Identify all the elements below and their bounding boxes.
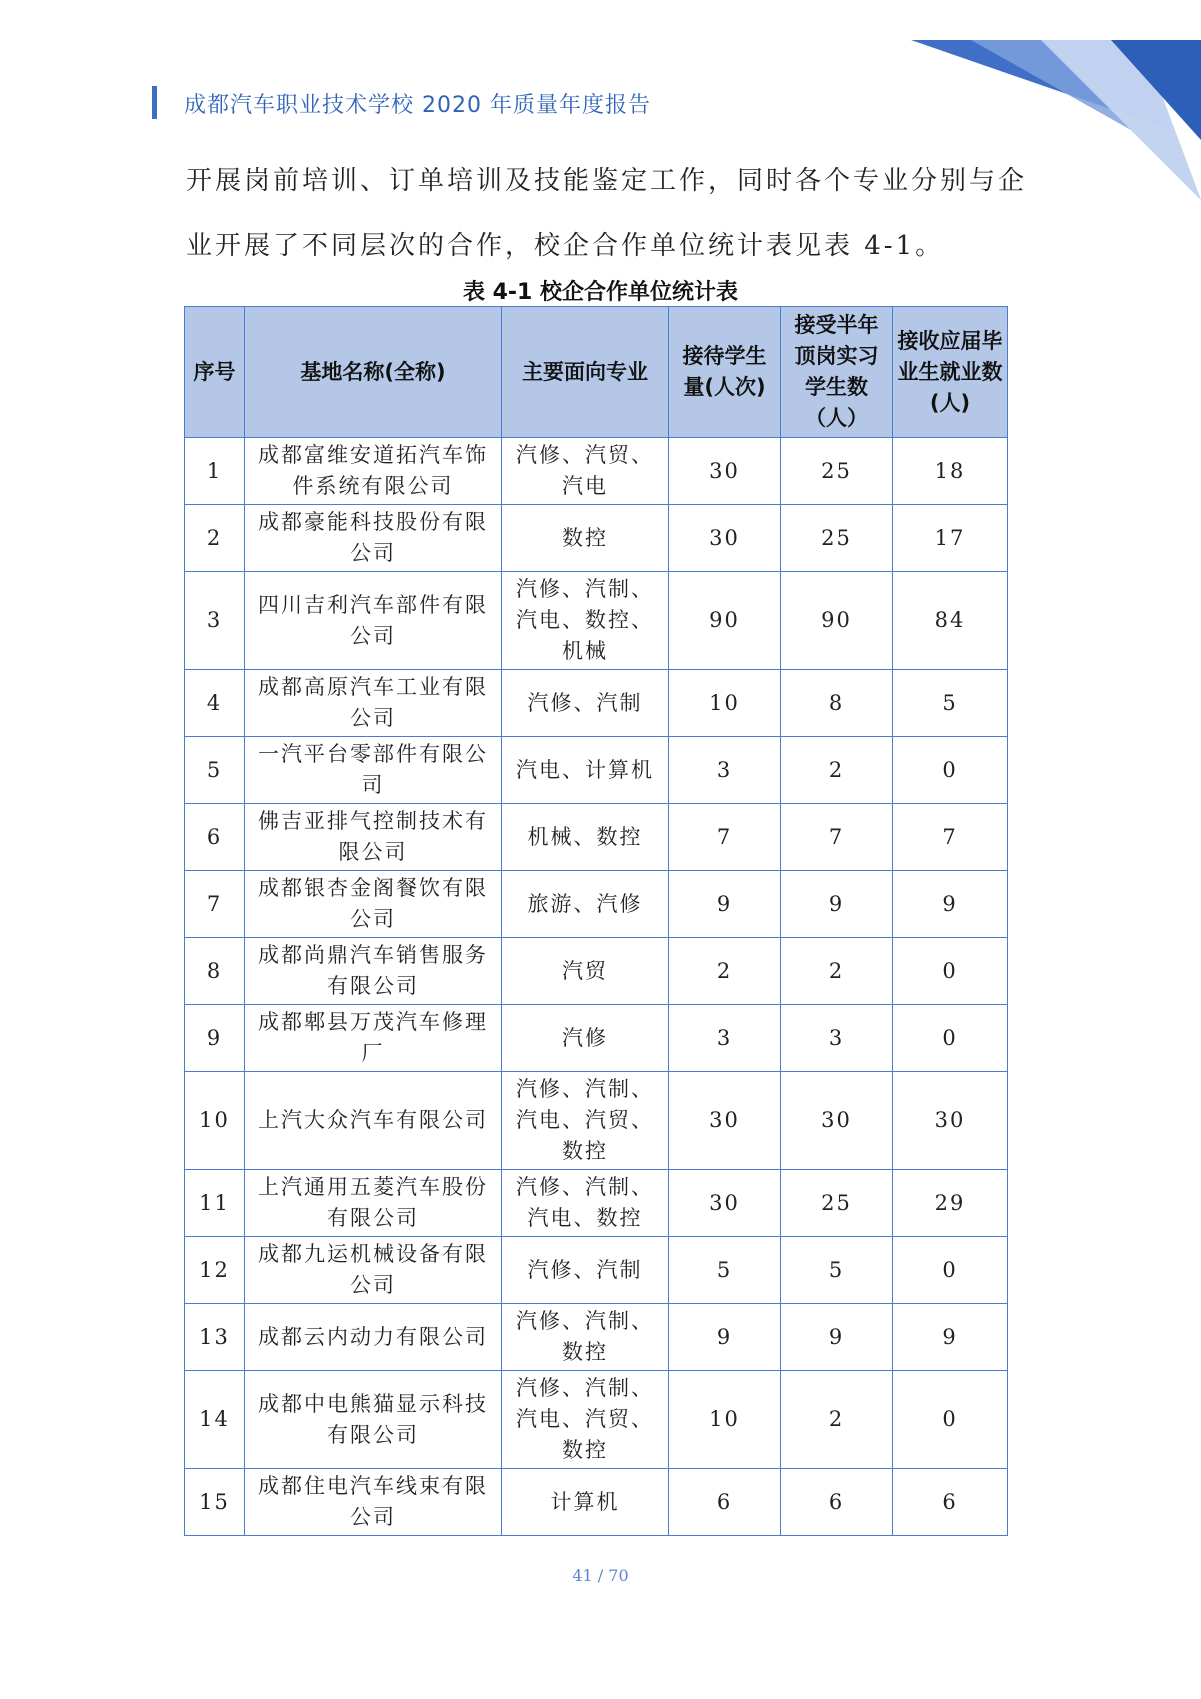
cell-internship: 2 (781, 1371, 893, 1469)
cell-no: 11 (185, 1170, 245, 1237)
cell-name: 成都银杏金阁餐饮有限公司 (245, 871, 502, 938)
cell-major: 汽修、汽制 (502, 670, 669, 737)
cell-no: 7 (185, 871, 245, 938)
table-row (185, 670, 1008, 737)
table-header-row (185, 307, 1008, 438)
table-row (185, 938, 1008, 1005)
cell-name: 成都豪能科技股份有限公司 (245, 505, 502, 572)
cell-internship: 7 (781, 804, 893, 871)
cell-no: 6 (185, 804, 245, 871)
header-reception: 接待学生量(人次) (669, 307, 781, 438)
cell-reception: 9 (669, 871, 781, 938)
cell-employment: 0 (893, 737, 1008, 804)
cell-name: 成都尚鼎汽车销售服务有限公司 (245, 938, 502, 1005)
table-row (185, 1072, 1008, 1170)
cell-employment: 0 (893, 938, 1008, 1005)
cell-no: 13 (185, 1304, 245, 1371)
cell-no: 4 (185, 670, 245, 737)
cell-no: 8 (185, 938, 245, 1005)
header-base-name: 基地名称(全称) (245, 307, 502, 438)
cell-reception: 30 (669, 1170, 781, 1237)
table-row (185, 1304, 1008, 1371)
cell-name: 四川吉利汽车部件有限公司 (245, 572, 502, 670)
cell-no: 14 (185, 1371, 245, 1469)
header-accent-bar (152, 86, 157, 119)
table-row (185, 1005, 1008, 1072)
table-row (185, 438, 1008, 505)
header-major: 主要面向专业 (502, 307, 669, 438)
cell-reception: 30 (669, 438, 781, 505)
cell-employment: 18 (893, 438, 1008, 505)
table-row (185, 1170, 1008, 1237)
cell-name: 成都住电汽车线束有限公司 (245, 1469, 502, 1536)
cell-employment: 6 (893, 1469, 1008, 1536)
table-caption: 表 4-1 校企合作单位统计表 (462, 280, 739, 305)
cell-name: 佛吉亚排气控制技术有限公司 (245, 804, 502, 871)
cell-reception: 6 (669, 1469, 781, 1536)
cell-name: 一汽平台零部件有限公司 (245, 737, 502, 804)
cell-name: 成都九运机械设备有限公司 (245, 1237, 502, 1304)
table-row (185, 572, 1008, 670)
cell-employment: 9 (893, 1304, 1008, 1371)
cell-employment: 17 (893, 505, 1008, 572)
cell-no: 10 (185, 1072, 245, 1170)
cell-internship: 25 (781, 505, 893, 572)
cell-no: 3 (185, 572, 245, 670)
cell-reception: 7 (669, 804, 781, 871)
cell-name: 成都富维安道拓汽车饰件系统有限公司 (245, 438, 502, 505)
cell-internship: 5 (781, 1237, 893, 1304)
cell-internship: 2 (781, 737, 893, 804)
cell-employment: 7 (893, 804, 1008, 871)
cell-employment: 0 (893, 1371, 1008, 1469)
table-row (185, 737, 1008, 804)
cell-major: 汽修、汽制、汽电、汽贸、数控 (502, 1072, 669, 1170)
cell-internship: 30 (781, 1072, 893, 1170)
cell-no: 2 (185, 505, 245, 572)
cell-major: 数控 (502, 505, 669, 572)
cell-no: 1 (185, 438, 245, 505)
cell-no: 12 (185, 1237, 245, 1304)
report-header-title: 成都汽车职业技术学校 2020 年质量年度报告 (184, 93, 651, 118)
table-row (185, 1237, 1008, 1304)
cell-internship: 3 (781, 1005, 893, 1072)
cell-no: 5 (185, 737, 245, 804)
cell-employment: 84 (893, 572, 1008, 670)
cell-no: 9 (185, 1005, 245, 1072)
body-paragraph-line-1: 开展岗前培训、订单培训及技能鉴定工作，同时各个专业分别与企 (186, 166, 1028, 196)
cell-reception: 9 (669, 1304, 781, 1371)
cell-name: 成都中电熊猫显示科技有限公司 (245, 1371, 502, 1469)
header-internship: 接受半年顶岗实习学生数（人） (781, 307, 893, 438)
cell-employment: 9 (893, 871, 1008, 938)
cell-major: 汽修、汽制、数控 (502, 1304, 669, 1371)
cell-employment: 30 (893, 1072, 1008, 1170)
cell-major: 机械、数控 (502, 804, 669, 871)
cell-major: 汽修、汽制、汽电、汽贸、数控 (502, 1371, 669, 1469)
cell-employment: 29 (893, 1170, 1008, 1237)
cell-internship: 25 (781, 438, 893, 505)
cell-major: 汽电、计算机 (502, 737, 669, 804)
cell-name: 成都高原汽车工业有限公司 (245, 670, 502, 737)
cell-name: 上汽通用五菱汽车股份有限公司 (245, 1170, 502, 1237)
cell-internship: 9 (781, 871, 893, 938)
cell-reception: 3 (669, 1005, 781, 1072)
cell-name: 成都云内动力有限公司 (245, 1304, 502, 1371)
cell-reception: 10 (669, 1371, 781, 1469)
cell-major: 汽修 (502, 1005, 669, 1072)
table-row (185, 804, 1008, 871)
cell-internship: 90 (781, 572, 893, 670)
cell-major: 汽修、汽制、汽电、数控 (502, 1170, 669, 1237)
table-row (185, 871, 1008, 938)
cell-employment: 5 (893, 670, 1008, 737)
cell-major: 汽贸 (502, 938, 669, 1005)
cell-major: 计算机 (502, 1469, 669, 1536)
cell-major: 汽修、汽贸、汽电 (502, 438, 669, 505)
header-no: 序号 (185, 307, 245, 438)
table-row (185, 1469, 1008, 1536)
cell-major: 汽修、汽制、汽电、数控、机械 (502, 572, 669, 670)
page-number: 41 / 70 (572, 1566, 629, 1585)
body-paragraph-line-2: 业开展了不同层次的合作，校企合作单位统计表见表 4-1。 (186, 231, 945, 261)
header-employment: 接收应届毕业生就业数(人) (893, 307, 1008, 438)
cell-reception: 3 (669, 737, 781, 804)
cell-internship: 9 (781, 1304, 893, 1371)
cell-major: 旅游、汽修 (502, 871, 669, 938)
cooperation-table (184, 306, 1008, 1536)
cell-no: 15 (185, 1469, 245, 1536)
cell-reception: 30 (669, 505, 781, 572)
cell-employment: 0 (893, 1237, 1008, 1304)
cell-reception: 90 (669, 572, 781, 670)
cell-internship: 8 (781, 670, 893, 737)
cell-major: 汽修、汽制 (502, 1237, 669, 1304)
cell-reception: 2 (669, 938, 781, 1005)
cell-employment: 0 (893, 1005, 1008, 1072)
table-row (185, 505, 1008, 572)
cell-name: 成都郫县万茂汽车修理厂 (245, 1005, 502, 1072)
cell-reception: 10 (669, 670, 781, 737)
cell-name: 上汽大众汽车有限公司 (245, 1072, 502, 1170)
cell-reception: 5 (669, 1237, 781, 1304)
cell-internship: 25 (781, 1170, 893, 1237)
cell-internship: 6 (781, 1469, 893, 1536)
table-row (185, 1371, 1008, 1469)
cell-reception: 30 (669, 1072, 781, 1170)
cell-internship: 2 (781, 938, 893, 1005)
